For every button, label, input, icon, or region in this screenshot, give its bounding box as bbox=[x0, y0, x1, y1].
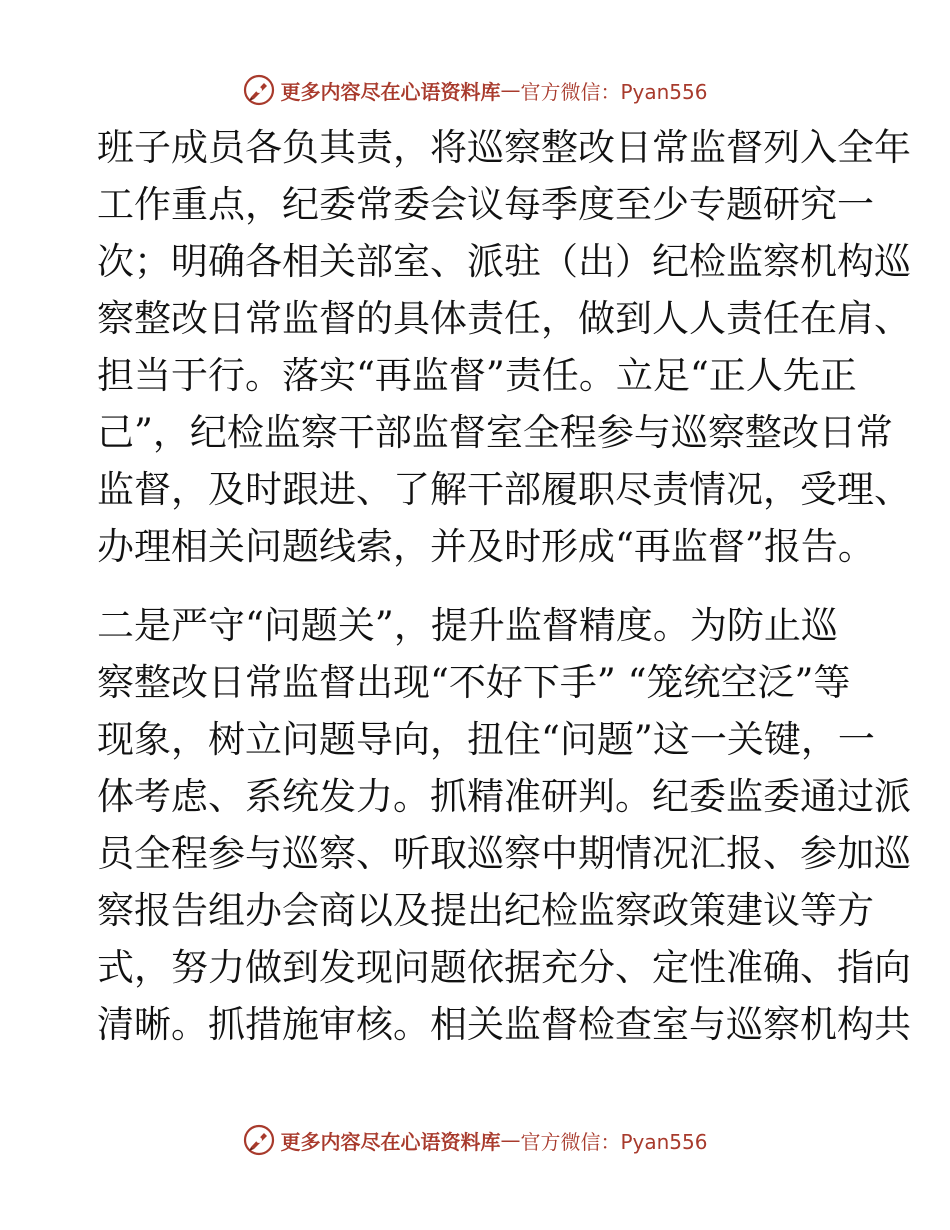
body-line: 班子成员各负其责，将巡察整改日常监督列入全年 bbox=[97, 126, 911, 169]
pen-logo-icon bbox=[242, 73, 276, 107]
header-wechat-text: 官方微信：Pyan556 bbox=[520, 79, 708, 104]
body-line: 式，努力做到发现问题依据充分、定性准确、指向 bbox=[97, 946, 911, 989]
body-line: 察报告组办会商以及提出纪检监察政策建议等方 bbox=[97, 889, 874, 932]
body-line: 察整改日常监督出现“不好下手” “笼统空泛”等 bbox=[97, 661, 851, 704]
footer-wechat-text: 官方微信：Pyan556 bbox=[520, 1129, 708, 1154]
body-line: 员全程参与巡察、听取巡察中期情况汇报、参加巡 bbox=[97, 832, 911, 875]
body-line: 察整改日常监督的具体责任，做到人人责任在肩、 bbox=[97, 297, 911, 340]
body-line: 体考虑、系统发力。抓精准研判。纪委监委通过派 bbox=[97, 775, 911, 818]
header-separator: — bbox=[500, 78, 521, 102]
body-line: 办理相关问题线索，并及时形成“再监督”报告。 bbox=[97, 525, 875, 568]
body-line: 己”，纪检监察干部监督室全程参与巡察整改日常 bbox=[97, 411, 893, 454]
footer-banner bbox=[0, 1120, 950, 1160]
body-line: 次；明确各相关部室、派驻（出）纪检监察机构巡 bbox=[97, 240, 911, 283]
body-line: 清晰。抓措施审核。相关监督检查室与巡察机构共 bbox=[97, 1003, 911, 1046]
footer-brand-text: 更多内容尽在心语资料库 bbox=[280, 1129, 501, 1154]
pen-logo-icon bbox=[242, 1123, 276, 1157]
body-line: 担当于行。落实“再监督”责任。立足“正人先正 bbox=[97, 354, 857, 397]
body-line: 现象，树立问题导向，扭住“问题”这一关键，一 bbox=[97, 718, 875, 761]
header-brand-text: 更多内容尽在心语资料库 bbox=[280, 79, 501, 104]
footer-separator: — bbox=[500, 1128, 521, 1152]
body-line: 工作重点，纪委常委会议每季度至少专题研究一 bbox=[97, 183, 874, 226]
body-line: 二是严守“问题关”，提升监督精度。为防止巡 bbox=[97, 604, 838, 647]
header-banner bbox=[0, 70, 950, 110]
body-line: 监督，及时跟进、了解干部履职尽责情况，受理、 bbox=[97, 468, 911, 511]
